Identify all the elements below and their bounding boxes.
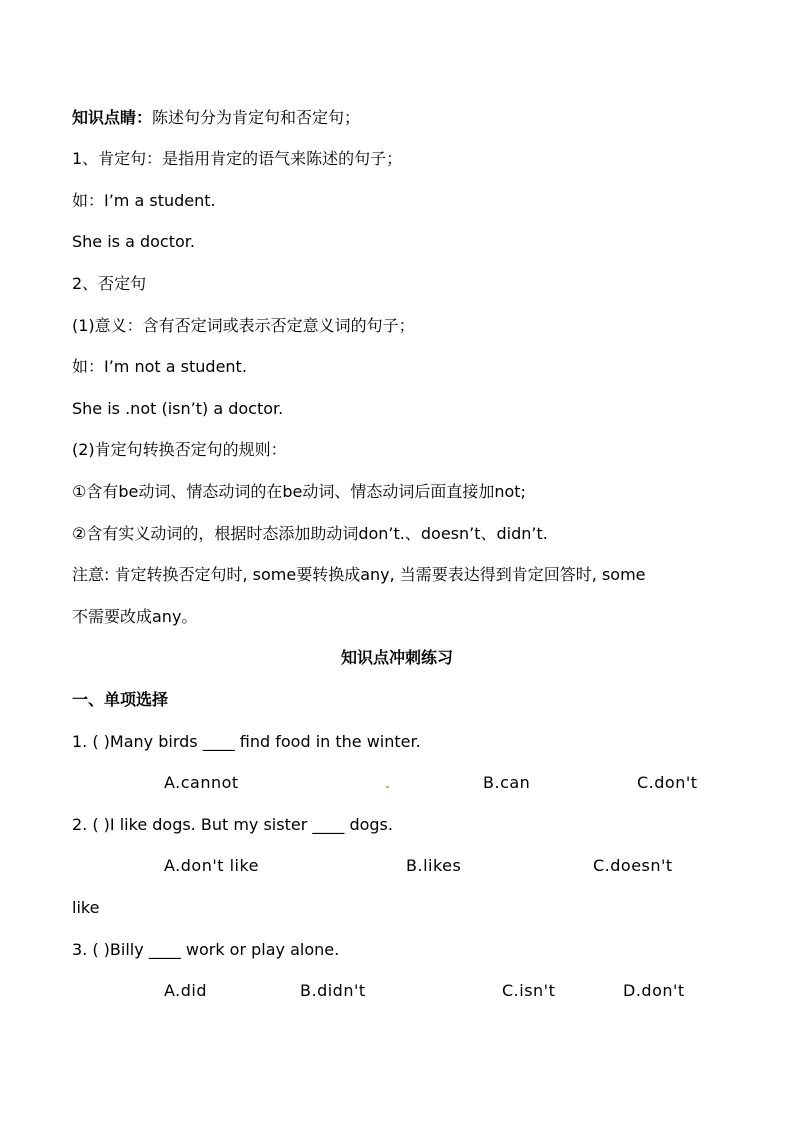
question-3-option-d[interactable]: D.don't: [623, 981, 685, 1000]
negative-title: 2、否定句: [72, 274, 147, 293]
conversion-rule-2: ②含有实义动词的，根据时态添加助动词don’t.、doesn’t、didn’t.: [72, 524, 548, 543]
affirmative-example-2: She is a doctor.: [72, 232, 195, 251]
note-line-2: 不需要改成any。: [72, 607, 198, 626]
question-2-option-a[interactable]: A.don't like: [164, 856, 260, 875]
affirmative-title: 1、肯定句：是指用肯定的语气来陈述的句子；: [72, 149, 403, 168]
note-line-1: 注意: 肯定转换否定句时, some要转换成any, 当需要表达得到肯定回答时, some: [72, 565, 646, 584]
question-3-option-c[interactable]: C.isn't: [502, 981, 556, 1000]
summary-heading-text: 陈述句分为肯定句和否定句；: [152, 108, 361, 127]
question-2-stem: 2. ( )I like dogs. But my sister ____ dogs.: [72, 815, 393, 834]
section-heading: 一、单项选择: [72, 690, 169, 709]
question-2-option-c[interactable]: C.doesn't: [593, 856, 673, 875]
conversion-rules-title: (2)肯定句转换否定句的规则：: [72, 440, 287, 459]
question-3-stem: 3. ( )Billy ____ work or play alone.: [72, 940, 340, 959]
negative-meaning: (1)意义：含有否定词或表示否定意义词的句子；: [72, 316, 415, 335]
negative-example-2: She is .not (isn’t) a doctor.: [72, 399, 284, 418]
question-1-stem: 1. ( )Many birds ____ find food in the winter.: [72, 732, 421, 751]
affirmative-example-1: 如：I’m a student.: [72, 191, 216, 210]
stray-mark: [386, 786, 389, 788]
question-1-option-b[interactable]: B.can: [483, 773, 531, 792]
conversion-rule-1: ①含有be动词、情态动词的在be动词、情态动词后面直接加not;: [72, 482, 526, 501]
question-3-option-a[interactable]: A.did: [164, 981, 208, 1000]
question-3-option-b[interactable]: B.didn't: [300, 981, 366, 1000]
summary-heading: [72, 108, 732, 128]
negative-example-1: 如：I’m not a student.: [72, 357, 247, 376]
practice-title: 知识点冲刺练习: [340, 648, 453, 667]
question-1-option-c[interactable]: C.don't: [637, 773, 698, 792]
question-2-option-b[interactable]: B.likes: [406, 856, 462, 875]
question-1-option-a[interactable]: A.cannot: [164, 773, 239, 792]
question-2-option-c-wrap: like: [72, 898, 100, 917]
summary-heading-label: 知识点睛：: [72, 108, 153, 127]
